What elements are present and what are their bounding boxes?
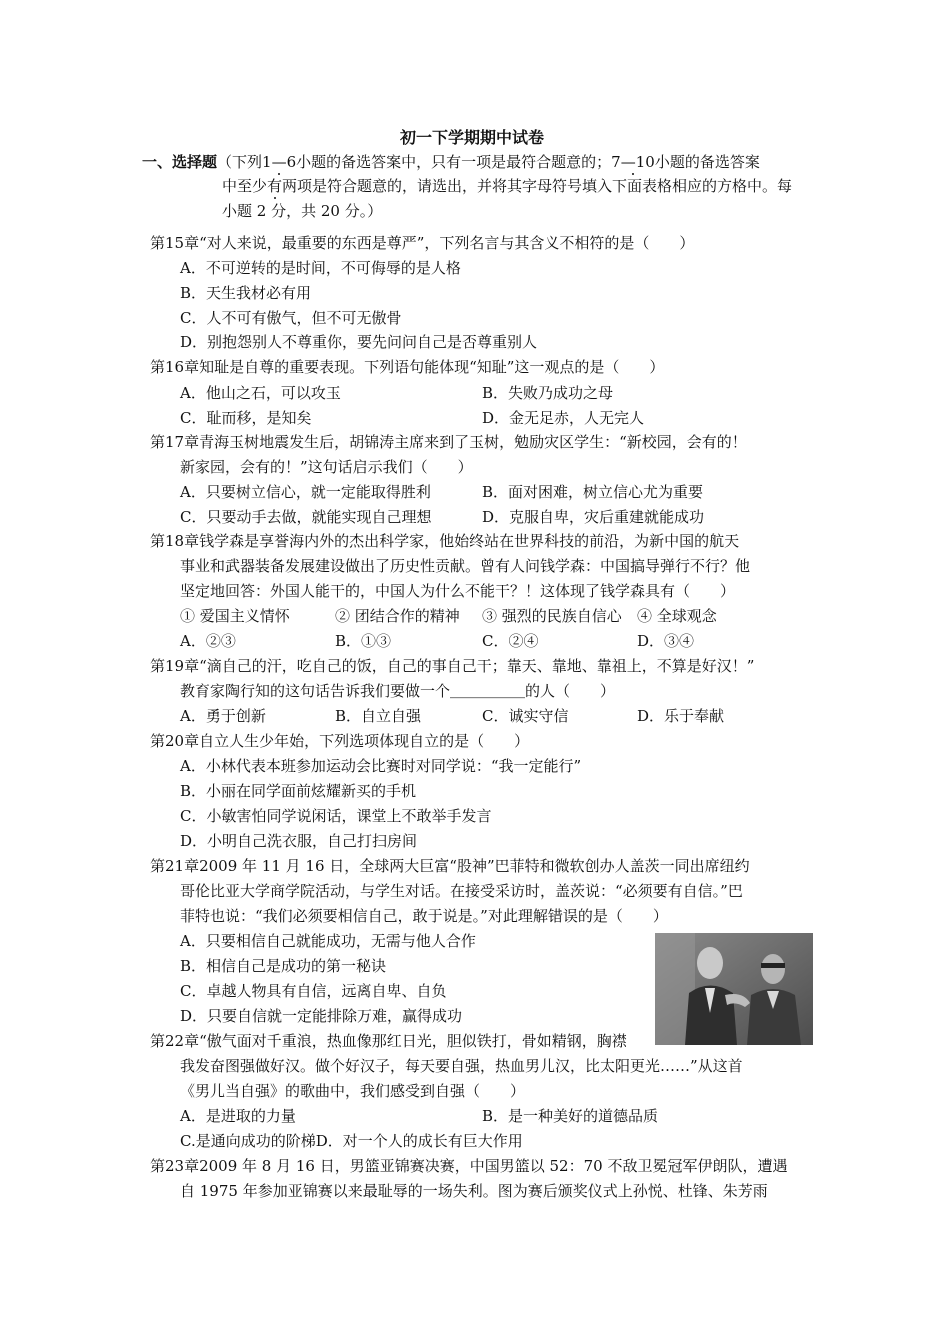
instr-1b: 1—6 (262, 153, 297, 171)
question-stem-cont: 坚定地回答：外国人能干的，中国人为什么不能干？！这体现了钱学森具有（ ） (180, 582, 736, 600)
option-b: B．天生我材必有用 (180, 284, 312, 302)
question-stem-cont: 自 1975 年参加亚锦赛以来最耻辱的一场失利。图为赛后颁奖仪式上孙悦、杜锋、朱芳雨 (180, 1182, 768, 1200)
question-stem-cont: 教育家陶行知的这句话告诉我们要做一个＿＿＿＿＿的人（ ） (180, 682, 616, 700)
question-stem: 第17章青海玉树地震发生后，胡锦涛主席来到了玉树，勉励灾区学生：“新校园，会有的！ (150, 433, 747, 451)
option-c: C．卓越人物具有自信，远离自卑、自负 (180, 982, 447, 1000)
question-stem: 第19章“滴自己的汗，吃自己的饭，自己的事自己干；靠天、靠地、靠祖上，不算是好汉！” (150, 657, 755, 675)
option-b: B．失败乃成功之母 (482, 384, 614, 402)
question-stem: 第21章2009 年 11 月 16 日，全球两大巨富“股神”巴菲特和微软创办人盖茨一同出席纽约 (150, 857, 750, 875)
option-a: A．小林代表本班参加运动会比赛时对同学说：“我一定能行” (180, 757, 582, 775)
question-stem: 第15章“对人来说，最重要的东西是尊严”，下列名言与其含义不相符的是（ ） (150, 234, 695, 252)
option-c: C．小敏害怕同学说闲话，课堂上不敢举手发言 (180, 807, 492, 825)
instr-1a: （下列 (217, 153, 263, 171)
option-b: B．相信自己是成功的第一秘诀 (180, 957, 387, 975)
question-stem-cont: 我发奋图强做好汉。做个好汉子，每天要自强，热血男儿汉，比太阳更光……”从这首 (180, 1057, 743, 1075)
option-b: B．小丽在同学面前炫耀新买的手机 (180, 782, 417, 800)
option-d: D．别抱怨别人不尊重你，要先问问自己是否尊重别人 (180, 333, 538, 351)
option-b: B．面对困难，树立信心尤为重要 (482, 483, 704, 501)
option-b: B．自立自强 (335, 707, 422, 725)
option-c: C．②④ (482, 632, 539, 650)
option-d: D．克服自卑，灾后重建就能成功 (482, 508, 705, 526)
photo-image (655, 933, 813, 1045)
instr-2c: 是符合题意的，请选出，并将其字母符号填入下面表格相应的方格中。每 (312, 177, 793, 195)
instr-2b: 至少有两项 (237, 177, 313, 195)
option-d: D．乐于奉献 (637, 707, 725, 725)
statement-4: ④ 全球观念 (637, 607, 717, 625)
instr-1c: 小题的备选答案中， (296, 153, 432, 171)
option-a: A．只要树立信心，就一定能取得胜利 (180, 483, 431, 501)
instr-1g: 小题的备选答案 (654, 153, 760, 171)
statement-3: ③ 强烈的民族自信心 (482, 607, 622, 625)
option-a: A．是进取的力量 (180, 1107, 296, 1125)
question-stem: 第16章知耻是自尊的重要表现。下列语句能体现“知耻”这一观点的是（ ） (150, 358, 665, 376)
option-a: A．②③ (180, 632, 236, 650)
photo-buffett-gates (655, 933, 813, 1045)
question-stem: 第23章2009 年 8 月 16 日，男篮亚锦赛决赛，中国男篮以 52：70 不敌卫冕冠军伊朗队，遭遇 (150, 1157, 788, 1175)
question-stem: 第20章自立人生少年始，下列选项体现自立的是（ ） (150, 732, 530, 750)
question-stem-cont: 新家园，会有的！”这句话启示我们（ ） (180, 458, 473, 476)
statement-2: ② 团结合作的精神 (335, 607, 460, 625)
instr-1f: 7—10 (611, 153, 655, 171)
option-c: C．诚实守信 (482, 707, 569, 725)
question-stem-cont: 菲特也说：“我们必须要相信自己，敢于说是。”对此理解错误的是（ ） (180, 907, 668, 925)
option-b: B．①③ (335, 632, 392, 650)
option-b: B．是一种美好的道德品质 (482, 1107, 659, 1125)
instr-1d: 只有一项 (431, 153, 492, 171)
option-d: D．只要自信就一定能排除万难，赢得成功 (180, 1007, 463, 1025)
option-a: A．勇于创新 (180, 707, 266, 725)
option-d: D．金无足赤，人无完人 (482, 409, 645, 427)
option-c: C．耻而移，是知矣 (180, 409, 312, 427)
instr-1e: 是最符合题意的； (491, 153, 612, 171)
option-d: D．小明自己洗衣服，自己打扫房间 (180, 832, 418, 850)
instructions-line-2 (222, 176, 792, 196)
option-a: A．只要相信自己就能成功，无需与他人合作 (180, 932, 476, 950)
statement-1: ① 爱国主义情怀 (180, 607, 290, 625)
question-stem: 第18章钱学森是享誉海内外的杰出科学家，他始终站在世界科技的前沿，为新中国的航天 (150, 532, 740, 550)
instructions-line-1 (142, 152, 760, 172)
option-c: C．人不可有傲气，但不可无傲骨 (180, 309, 402, 327)
option-c-d: C.是通向成功的阶梯D．对一个人的成长有巨大作用 (180, 1132, 523, 1150)
instructions-line-3: 小题 2 分，共 20 分。） (222, 202, 383, 220)
option-a: A．他山之石，可以攻玉 (180, 384, 341, 402)
option-c: C．只要动手去做，就能实现自己理想 (180, 508, 432, 526)
section-heading: 一、选择题 (142, 153, 218, 171)
question-stem: 第22章“傲气面对千重浪，热血像那红日光，胆似铁打，骨如精钢，胸襟 (150, 1032, 627, 1050)
question-stem-cont: 《男儿当自强》的歌曲中，我们感受到自强（ ） (180, 1082, 526, 1100)
option-a: A．不可逆转的是时间，不可侮辱的是人格 (180, 259, 461, 277)
question-stem-cont: 哥伦比亚大学商学院活动，与学生对话。在接受采访时，盖茨说：“必须要有自信。”巴 (180, 882, 743, 900)
question-stem-cont: 事业和武器装备发展建设做出了历史性贡献。曾有人问钱学森：中国搞导弹行不行？他 (180, 557, 751, 575)
instr-2a: 中 (222, 177, 238, 195)
page-title: 初一下学期期中试卷 (400, 128, 545, 147)
option-d: D．③④ (637, 632, 695, 650)
